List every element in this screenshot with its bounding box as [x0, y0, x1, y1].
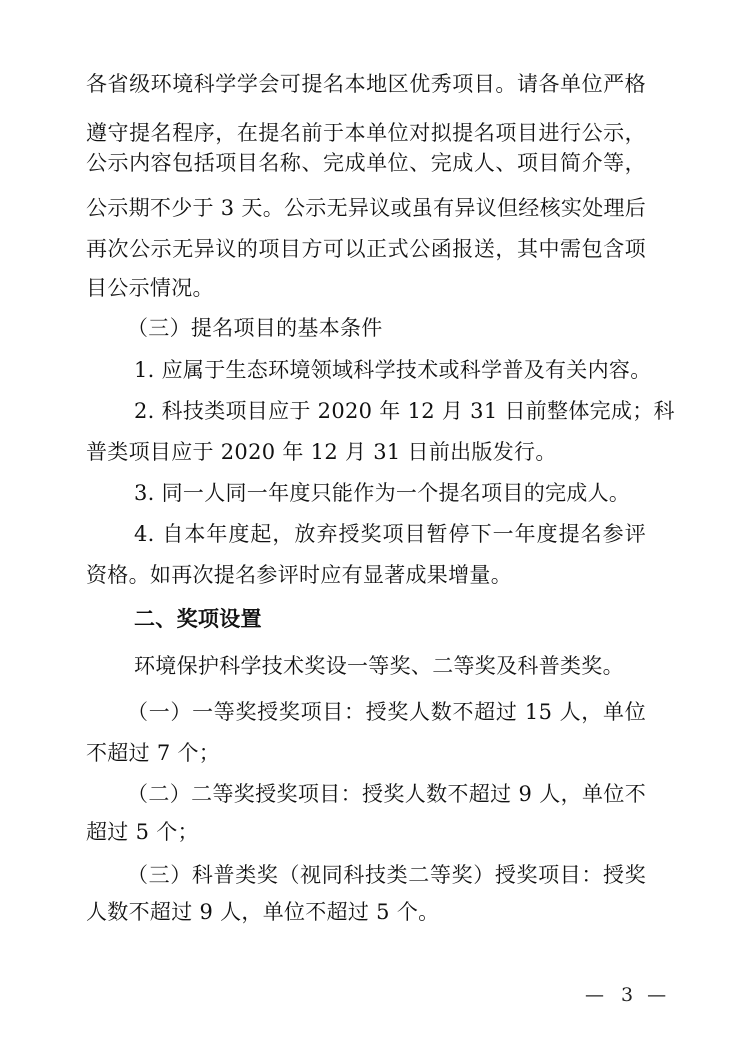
- award-item: （三）科普类奖（视同科技类二等奖）授奖项目：授奖: [127, 863, 646, 887]
- paragraph-line: 再次公示无异议的项目方可以正式公函报送，其中需包含项: [86, 237, 646, 261]
- footer-dash-left: —: [585, 984, 604, 1006]
- condition-item: 4. 自本年度起，放弃授奖项目暂停下一年度提名参评: [134, 522, 646, 546]
- subsection-heading: （三）提名项目的基本条件: [127, 316, 383, 340]
- paragraph-line: 遵守提名程序，在提名前于本单位对拟提名项目进行公示，: [86, 121, 646, 145]
- footer-dash-right: —: [647, 984, 667, 1006]
- paragraph-line: 目公示情况。: [86, 276, 214, 300]
- award-item-cont: 人数不超过 9 人，单位不超过 5 个。: [86, 900, 440, 924]
- condition-item: 3. 同一人同一年度只能作为一个提名项目的完成人。: [134, 481, 631, 505]
- award-item: （二）二等奖授奖项目：授奖人数不超过 9 人，单位不: [127, 782, 646, 806]
- award-item: （一）一等奖授奖项目：授奖人数不超过 15 人，单位: [127, 700, 646, 724]
- condition-item-cont: 资格。如再次提名参评时应有显著成果增量。: [86, 563, 512, 587]
- award-item-cont: 不超过 7 个；: [86, 741, 221, 765]
- paragraph-line: 公示内容包括项目名称、完成单位、完成人、项目简介等，: [86, 151, 646, 175]
- paragraph-line: 各省级环境科学学会可提名本地区优秀项目。请各单位严格: [86, 72, 646, 96]
- awards-intro: 环境保护科学技术奖设一等奖、二等奖及科普类奖。: [134, 654, 624, 678]
- page-footer: [585, 982, 685, 1008]
- page-number: 3: [621, 984, 634, 1006]
- paragraph-line: 公示期不少于 3 天。公示无异议或虽有异议但经核实处理后: [86, 196, 647, 220]
- section-heading: 二、奖项设置: [134, 607, 262, 631]
- award-item-cont: 超过 5 个；: [86, 820, 199, 844]
- condition-item-cont: 普类项目应于 2020 年 12 月 31 日前出版发行。: [86, 440, 557, 464]
- condition-item: 2. 科技类项目应于 2020 年 12 月 31 日前整体完成；科: [134, 399, 675, 423]
- condition-item: 1. 应属于生态环境领域科学技术或科学普及有关内容。: [134, 358, 652, 382]
